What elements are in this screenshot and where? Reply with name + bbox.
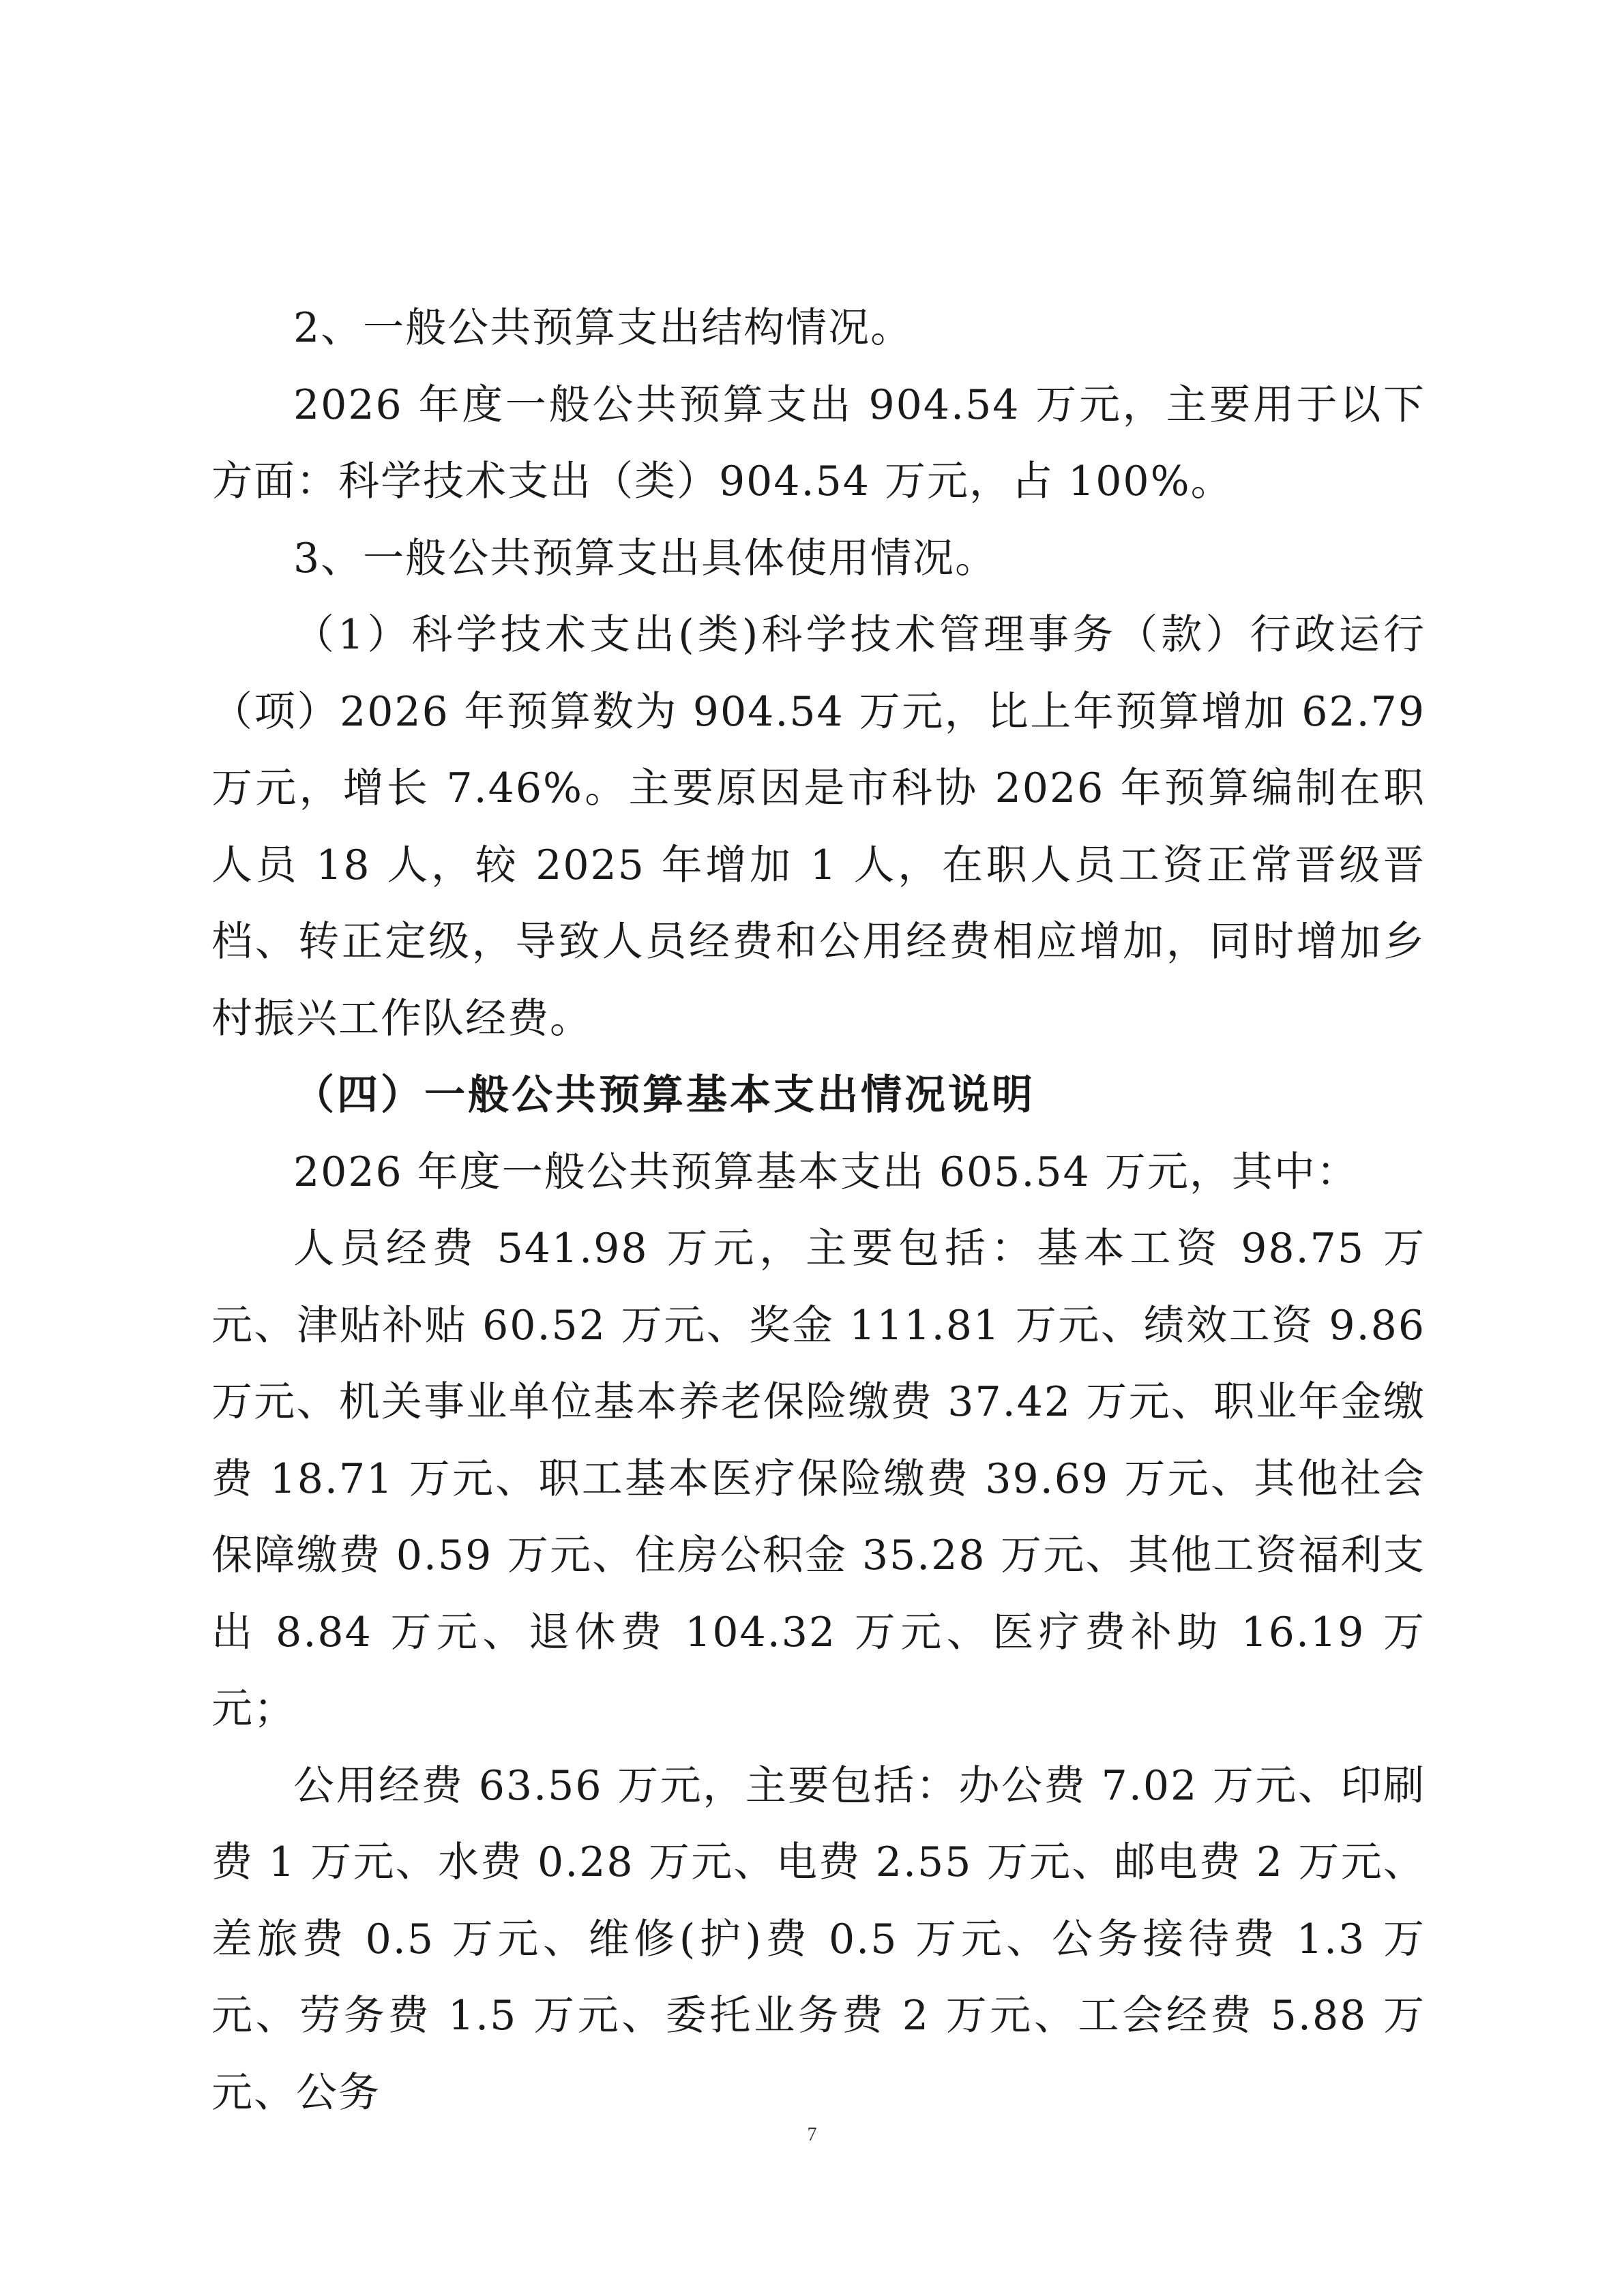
expenditure-structure-paragraph: 2026 年度一般公共预算支出 904.54 万元，主要用于以下方面：科学技术支出（类）904.54 万元，占 100%。 xyxy=(211,381,1426,505)
public-expenses-paragraph: 公用经费 63.56 万元，主要包括：办公费 7.02 万元、印刷费 1 万元、水费 0.28 万元、电费 2.55 万元、邮电费 2 万元、差旅费 0.5 万元、维修(护)费 0.5 万元、公务接待费 1.3 万元、劳务费 1.5 万元、委托业务费 2 万元、工会经费 5.88 万元、公务 xyxy=(211,1761,1426,2117)
section-four-heading: （四）一般公共预算基本支出情况说明 xyxy=(293,1071,1035,1119)
section-3-title: 3、一般公共预算支出具体使用情况。 xyxy=(293,534,998,582)
personnel-expenses-paragraph: 人员经费 541.98 万元，主要包括：基本工资 98.75 万元、津贴补贴 60.52 万元、奖金 111.81 万元、绩效工资 9.86 万元、机关事业单位基本养老保险缴费 37.42 万元、职业年金缴费 18.71 万元、职工基本医疗保险缴费 39.69 万元、其他社会保障缴费 0.59 万元、住房公积金 35.28 万元、其他工资福利支出 8.84 万元、退休费 104.32 万元、医疗费补助 16.19 万元； xyxy=(211,1225,1426,1733)
document-body xyxy=(211,290,1426,2131)
expenditure-detail-paragraph: （1）科学技术支出(类)科学技术管理事务（款）行政运行（项）2026 年预算数为 904.54 万元，比上年预算增加 62.79 万元，增长 7.46%。主要原因是市科协 2026 年预算编制在职人员 18 人，较 2025 年增加 1 人，在职人员工资正常晋级晋档、转正定级，导致人员经费和公用经费相应增加，同时增加乡村振兴工作队经费。 xyxy=(211,611,1426,1043)
section-2-title: 2、一般公共预算支出结构情况。 xyxy=(293,304,913,352)
basic-expenditure-paragraph: 2026 年度一般公共预算基本支出 605.54 万元，其中： xyxy=(293,1148,1359,1196)
page-number: 7 xyxy=(807,2124,817,2145)
